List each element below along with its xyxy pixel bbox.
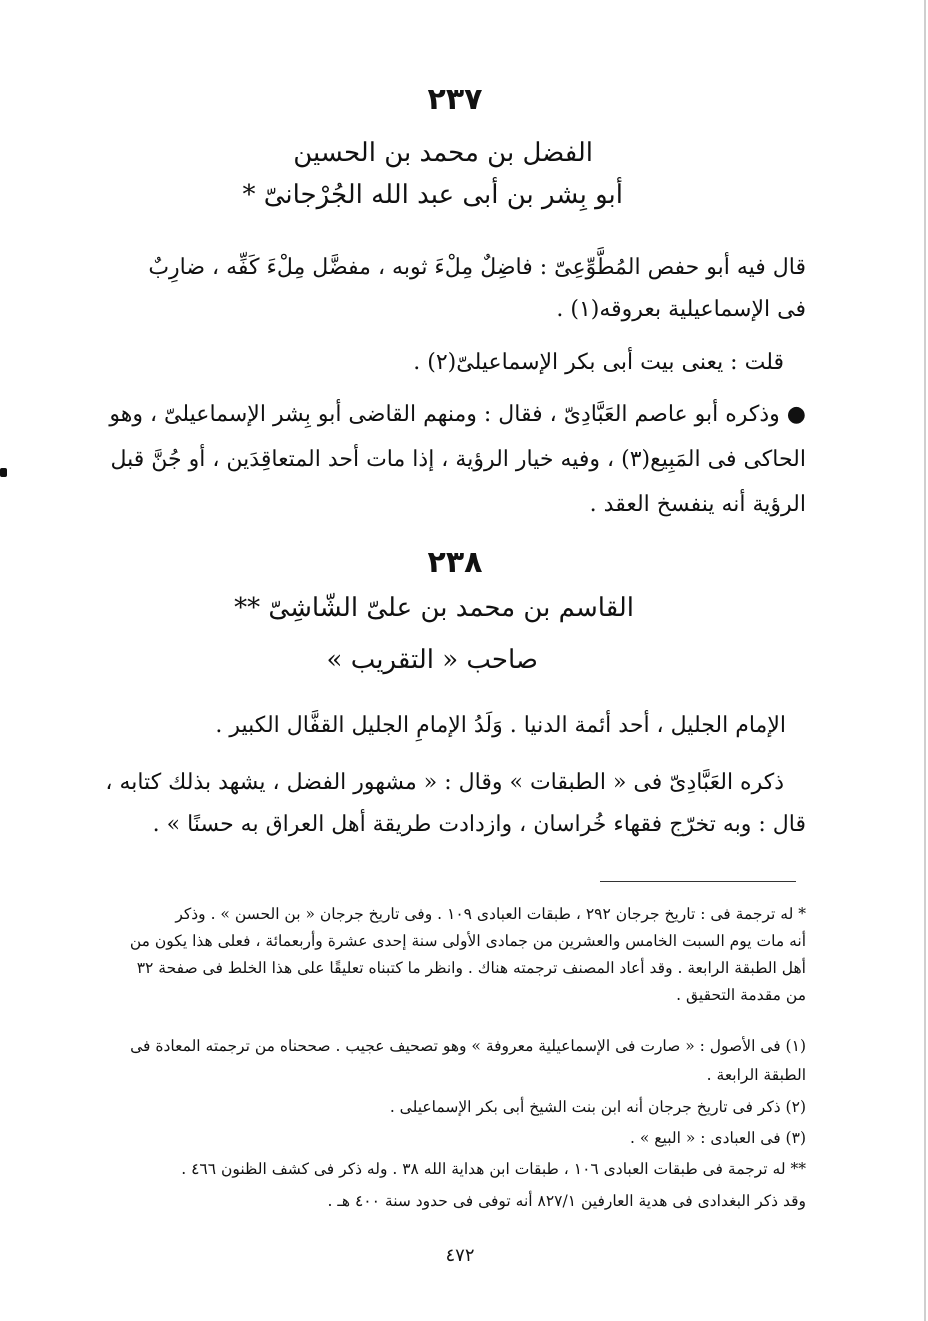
paragraph-line: قلت : يعنى بيت أبى بكر الإسماعيلىّ(٢) . [413, 350, 784, 375]
entry-kunya: أبو بِشر بن أبى عبد الله الجُرْجانىّ * [242, 180, 623, 210]
entry-name: الفضل بن محمد بن الحسين [293, 138, 593, 168]
footnote-line: من مقدمة التحقيق . [676, 986, 806, 1004]
paragraph-line: قال : وبه تخرّج فقهاء خُراسان ، وازدادت طريقة أهل العراق به حسنًا » . [152, 812, 806, 837]
entry-name: القاسم بن محمد بن علىّ الشّاشِىّ ** [234, 593, 634, 623]
paragraph-line: ● وذكره أبو عاصم العَبَّادِىّ ، فقال : ومنهم القاضى أبو بِشر الإسماعيلىّ ، وهو [109, 402, 806, 427]
footnote-line: (٢) ذكر فى تاريخ جرجان أنه ابن بنت الشيخ أبى بكر الإسماعيلى . [389, 1098, 806, 1116]
footnote-line: * له ترجمة فى : تاريخ جرجان ٢٩٢ ، طبقات العبادى ١٠٩ . وفى تاريخ جرجان « بن الحسن » . وذكر [175, 905, 806, 923]
footnote-line: أهل الطبقة الرابعة . وقد أعاد المصنف ترجمته هناك . وانظر ما كتبناه تعليقًا على هذا الخلط فى صفحة ٣٢ [136, 959, 806, 977]
paragraph-line: قال فيه أبو حفص المُطَّوِّعِىّ : فاضِلٌ مِلْءَ ثوبه ، مفضَّل مِلْءَ كَفِّه ، ضارِبٌ [148, 255, 806, 280]
footnote-separator [600, 881, 796, 882]
paragraph-line: ذكره العَبَّادِىّ فى « الطبقات » وقال : « مشهور الفضل ، يشهد بذلك كتابه ، [105, 770, 784, 795]
entry-number: ٢٣٧ [427, 82, 483, 117]
paragraph-line: الحاكى فى المَبِيع(٣) ، وفيه خيار الرؤية ، إذا مات أحد المتعاقِدَين ، أو جُنَّ قبل [110, 447, 806, 472]
footnote-line: (١) فى الأصول : « صارت فى الإسماعيلية معروفة » وهو تصحيف عجيب . صححناه من ترجمته المعادة فى [130, 1037, 806, 1055]
paragraph-line: الرؤية أنه ينفسخ العقد . [589, 492, 806, 517]
margin-mark [0, 468, 7, 477]
footnote-line: أنه مات يوم السبت الخامس والعشرين من جمادى الأولى سنة إحدى عشرة وأربعمائة ، فعلى هذا يكون من [129, 932, 806, 950]
page-edge [924, 0, 926, 1321]
footnote-line: وقد ذكر البغدادى فى هدية العارفين ٨٢٧/١ أنه توفى فى حدود سنة ٤٠٠ هـ . [327, 1192, 806, 1210]
footnote-line: (٣) فى العبادى : « البيع » . [630, 1129, 806, 1147]
paragraph-line: الإمام الجليل ، أحد أئمة الدنيا . وَلَدُ الإمامِ الجليل القفَّال الكبير . [215, 713, 786, 738]
entry-kunya: صاحب « التقريب » [326, 645, 538, 675]
footnote-line: ** له ترجمة فى طبقات العبادى ١٠٦ ، طبقات ابن هداية الله ٣٨ . وله ذكر فى كشف الظنون ٤٦٦ . [181, 1160, 806, 1178]
page-number: ٤٧٢ [445, 1245, 475, 1266]
entry-number: ٢٣٨ [427, 545, 483, 580]
paragraph-line: فى الإسماعيلية بعروقه(١) . [556, 297, 806, 322]
footnote-line: الطبقة الرابعة . [706, 1066, 806, 1084]
